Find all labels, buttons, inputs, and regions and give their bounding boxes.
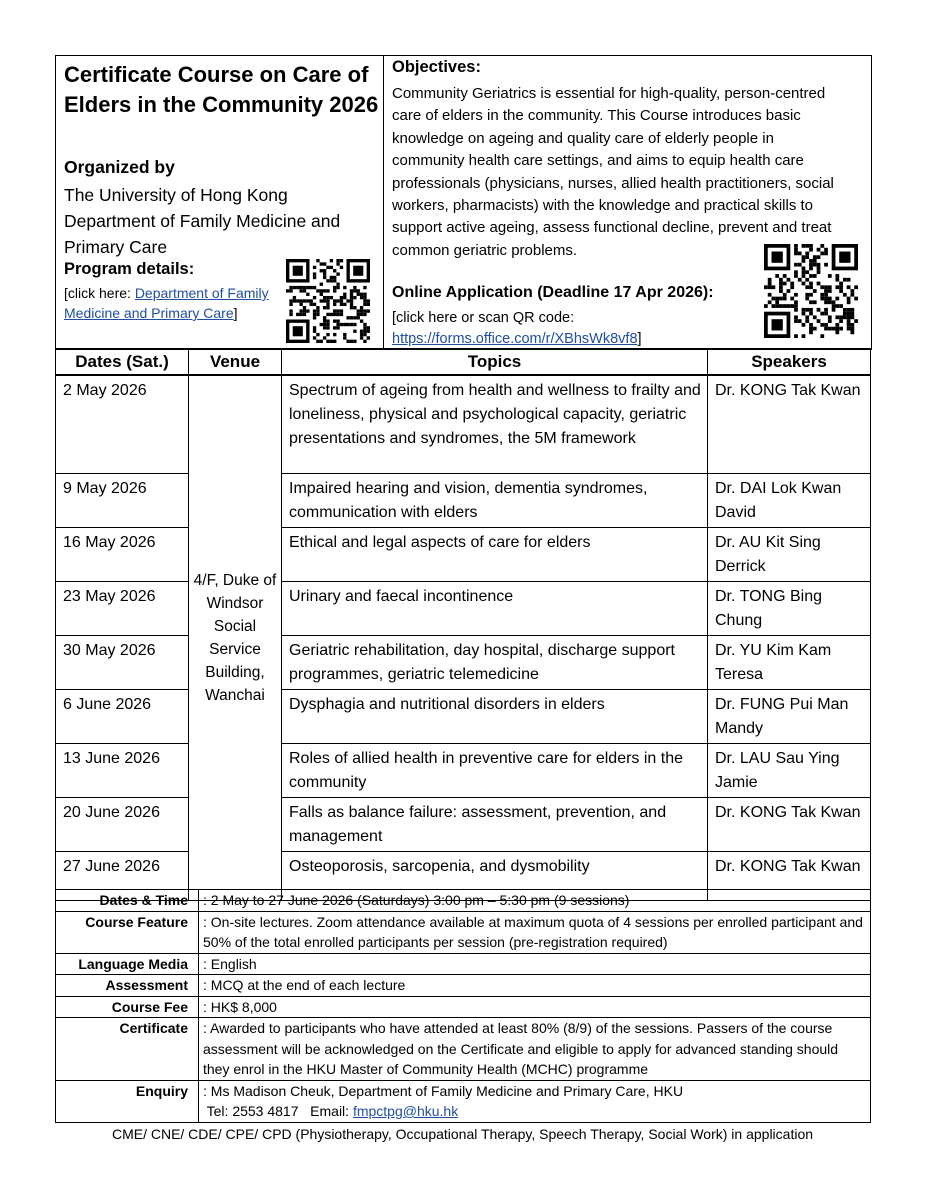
info-row-assessment	[56, 975, 871, 997]
info-label: Language Media	[56, 953, 199, 975]
schedule-date: 27 June 2026	[56, 851, 189, 900]
column-header-speakers: Speakers	[708, 349, 871, 376]
schedule-date: 23 May 2026	[56, 581, 189, 635]
schedule-date: 13 June 2026	[56, 743, 189, 797]
program-qr-code[interactable]	[286, 259, 370, 343]
info-label: Course Fee	[56, 996, 199, 1018]
schedule-row	[56, 689, 871, 743]
info-row-feature	[56, 911, 871, 953]
program-details-link[interactable]: Department of Family Medicine and Primary Care	[64, 285, 269, 321]
schedule-topic: Ethical and legal aspects of care for elders	[282, 527, 708, 581]
enquiry-contact: : Ms Madison Cheuk, Department of Family Medicine and Primary Care, HKU	[203, 1082, 684, 1099]
schedule-date: 16 May 2026	[56, 527, 189, 581]
organized-by-label: Organized by	[64, 157, 175, 177]
schedule-row	[56, 581, 871, 635]
info-row-language	[56, 953, 871, 975]
program-link-prefix: [click here:	[64, 285, 135, 301]
schedule-table	[55, 348, 871, 901]
column-header-venue: Venue	[189, 349, 282, 376]
schedule-date: 9 May 2026	[56, 473, 189, 527]
info-label: Assessment	[56, 975, 199, 997]
info-value	[199, 1080, 871, 1122]
info-value: : On-site lectures. Zoom attendance available at maximum quota of 4 sessions per enrolled participant and 50% of the total enrolled participants per session (pre-registration required)	[199, 911, 871, 953]
schedule-venue: 4/F, Duke of Windsor Social Service Building, Wanchai	[189, 375, 282, 900]
schedule-speaker: Dr. YU Kim Kam Teresa	[708, 635, 871, 689]
info-row-fee	[56, 996, 871, 1018]
header-right-panel	[384, 56, 871, 349]
schedule-header-row	[56, 349, 871, 376]
organizer-line: The University of Hong Kong	[64, 185, 288, 205]
application-qr-code[interactable]	[764, 244, 858, 338]
accreditation-footer: CME/ CNE/ CDE/ CPE/ CPD (Physiotherapy, Occupational Therapy, Speech Therapy, Social Work) in application	[111, 1126, 814, 1142]
info-value: : Awarded to participants who have attended at least 80% (8/9) of the sessions. Passers of the course assessment will be acknowledged on the Certificate and eligible to apply for advanced standing should they enrol in the HKU Master of Community Health (MCHC) programme	[199, 1018, 871, 1081]
info-value: : MCQ at the end of each lecture	[199, 975, 871, 997]
application-text	[392, 308, 752, 350]
schedule-topic: Urinary and faecal incontinence	[282, 581, 708, 635]
application-suffix: ]	[637, 331, 642, 347]
column-header-dates: Dates (Sat.)	[56, 349, 189, 376]
organizer-line: Department of Family Medicine and	[64, 211, 341, 231]
schedule-speaker: Dr. AU Kit Sing Derrick	[708, 527, 871, 581]
info-label: Course Feature	[56, 911, 199, 953]
schedule-row	[56, 743, 871, 797]
schedule-topic: Spectrum of ageing from health and wellness to frailty and loneliness, physical and psychological capacity, geriatric presentations and syndromes, the 5M framework	[282, 375, 708, 473]
header-left-panel	[56, 56, 384, 349]
schedule-speaker: Dr. FUNG Pui Man Mandy	[708, 689, 871, 743]
schedule-topic: Falls as balance failure: assessment, prevention, and management	[282, 797, 708, 851]
schedule-topic: Geriatric rehabilitation, day hospital, discharge support programmes, geriatric telemedicine	[282, 635, 708, 689]
schedule-speaker: Dr. KONG Tak Kwan	[708, 797, 871, 851]
objectives-label: Objectives:	[392, 58, 481, 76]
schedule-speaker: Dr. LAU Sau Ying Jamie	[708, 743, 871, 797]
header-box	[55, 55, 872, 350]
objectives-text: Community Geriatrics is essential for high-quality, person-centred care of elders in the community. This Course introduces basic knowledge on ageing and quality care of elderly people in community health care settings, and aims to equip health care professionals (physicians, nurses, allied health practitioners, social workers, pharmacists) with the knowledge and practical skills to support active ageing, assess functional decline, prevent and treat common geriatric problems.	[392, 85, 834, 259]
schedule-row	[56, 473, 871, 527]
info-row-enquiry	[56, 1080, 871, 1122]
schedule-date: 2 May 2026	[56, 375, 189, 473]
schedule-date: 6 June 2026	[56, 689, 189, 743]
schedule-row	[56, 375, 871, 473]
schedule-row	[56, 635, 871, 689]
info-label: Certificate	[56, 1018, 199, 1081]
program-details-label: Program details:	[64, 260, 195, 278]
info-label: Dates & Time	[56, 890, 199, 912]
info-label: Enquiry	[56, 1080, 199, 1122]
schedule-row	[56, 797, 871, 851]
schedule-topic: Roles of allied health in preventive care for elders in the community	[282, 743, 708, 797]
schedule-speaker: Dr. TONG Bing Chung	[708, 581, 871, 635]
enquiry-tel: Tel: 2553 4817 Email:	[203, 1103, 353, 1119]
program-details-text	[64, 283, 274, 323]
schedule-date: 30 May 2026	[56, 635, 189, 689]
application-label: Online Application (Deadline 17 Apr 2026):	[392, 284, 714, 301]
info-value: : HK$ 8,000	[199, 996, 871, 1018]
schedule-topic: Dysphagia and nutritional disorders in elders	[282, 689, 708, 743]
info-row-dates	[56, 890, 871, 912]
application-link[interactable]: https://forms.office.com/r/XBhsWk8vf8	[392, 331, 638, 347]
info-value: : 2 May to 27 June 2026 (Saturdays) 3:00 pm – 5:30 pm (9 sessions)	[199, 890, 871, 912]
schedule-speaker: Dr. DAI Lok Kwan David	[708, 473, 871, 527]
program-link-suffix: ]	[233, 305, 238, 321]
info-value: : English	[199, 953, 871, 975]
schedule-speaker: Dr. KONG Tak Kwan	[708, 375, 871, 473]
course-title: Certificate Course on Care of Elders in the Community 2026	[64, 62, 379, 117]
schedule-speaker: Dr. KONG Tak Kwan	[708, 851, 871, 900]
course-info-table	[55, 889, 871, 1123]
organizer-line: Primary Care	[64, 237, 168, 257]
schedule-date: 20 June 2026	[56, 797, 189, 851]
schedule-row	[56, 527, 871, 581]
application-prefix: [click here or scan QR code:	[392, 310, 575, 326]
column-header-topics: Topics	[282, 349, 708, 376]
schedule-topic: Osteoporosis, sarcopenia, and dysmobility	[282, 851, 708, 900]
enquiry-email-link[interactable]: fmpctpg@hku.hk	[352, 1103, 459, 1119]
schedule-topic: Impaired hearing and vision, dementia syndromes, communication with elders	[282, 473, 708, 527]
info-row-certificate	[56, 1018, 871, 1081]
